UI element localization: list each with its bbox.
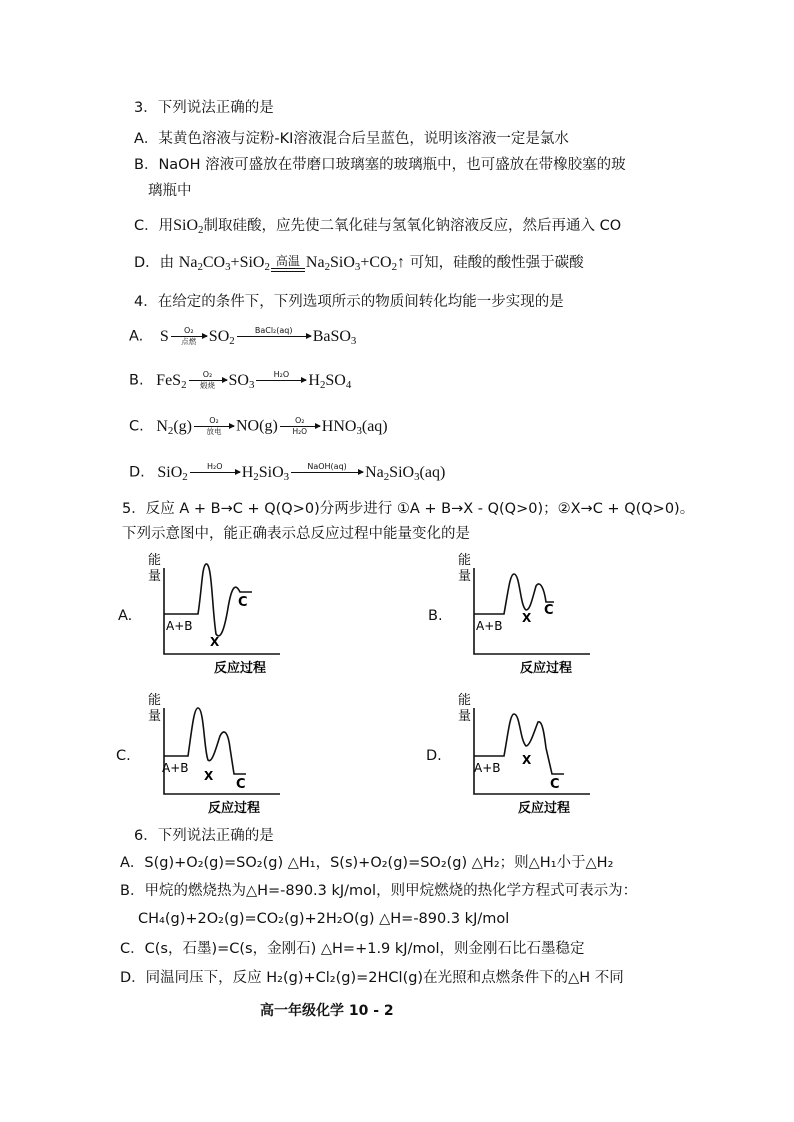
reaction-arrow: O₂ 煅烧: [189, 370, 227, 391]
y-label-top: 能: [148, 693, 162, 708]
q6-option-b-line1: B．甲烷的燃烧热为△H=-890.3 kJ/mol，则甲烷燃烧的热化学方程式可表示为：: [120, 883, 638, 899]
q4-option-c: C. $N_2(g)$ O₂ 放电 NO(g) $\frac{\text{O₂}}{\text{H₂O}}$ $HNO_3(aq)$: [129, 416, 388, 437]
q4-option-a: A. S O₂ 点燃 $SO_2$ BaCl₂(aq) BaSO$_3$: [129, 326, 357, 347]
y-label-bottom: 量: [458, 709, 472, 724]
x-label: 反应过程: [518, 801, 571, 816]
q4-option-b: B. FeS$_2$ O₂ 煅烧 $SO_3$ H₂O $H_2SO_4$: [129, 370, 352, 391]
reaction-arrow: H₂O: [256, 370, 306, 391]
high-temp-equals: 高温: [271, 255, 305, 272]
energy-diagram-a: [140, 548, 290, 678]
product-label: C: [238, 595, 248, 610]
reaction-arrow: H₂O: [190, 462, 240, 483]
q6-option-b-line2: CH₄(g)+2O₂(g)=CO₂(g)+2H₂O(g) △H=-890.3 kJ/mol: [138, 911, 510, 927]
q3-option-c: C．用SiO$_2$制取硅酸，应先使二氧化硅与氢氧化钠溶液反应，然后再通入 CO: [134, 217, 622, 237]
y-label-bottom: 量: [458, 569, 472, 584]
intermediate-label: X: [204, 769, 214, 783]
y-label-bottom: 量: [148, 709, 162, 724]
x-label: 反应过程: [214, 661, 267, 676]
y-label-top: 能: [458, 693, 472, 708]
y-label-top: 能: [148, 553, 162, 568]
q6-option-a: A．S(g)+O₂(g)=SO₂(g) △H₁，S(s)+O₂(g)=SO₂(g) △H₂；则△H₁小于△H₂: [120, 855, 614, 871]
product-label: C: [550, 777, 560, 792]
q6-stem: 6．下列说法正确的是: [134, 828, 274, 844]
q4-option-d: D. SiO$_2$ H₂O $H_2SiO_3$ NaOH(aq) $Na_2SiO_3(aq)$: [129, 462, 446, 483]
q5-option-b-label: B.: [428, 608, 443, 624]
product-label: C: [236, 777, 246, 792]
intermediate-label: X: [522, 611, 532, 625]
q3-option-d: D．由 $Na_2CO_3+SiO_2$ 高温 $Na_2SiO_3+CO_2↑$ 可知，硅酸的酸性强于碳酸: [134, 253, 584, 274]
q3-stem: 3．下列说法正确的是: [134, 100, 274, 116]
page-footer: 高一年级化学 10 - 2: [260, 1003, 394, 1019]
q3-option-b-line2: 璃瓶中: [148, 183, 192, 199]
q5-stem-line2: 下列示意图中，能正确表示总反应过程中能量变化的是: [122, 526, 470, 542]
energy-diagram-c: [140, 688, 290, 820]
x-label: 反应过程: [208, 801, 261, 816]
reaction-arrow: NaOH(aq): [291, 462, 363, 483]
reaction-arrow: O₂ 放电: [194, 416, 234, 437]
reactant-label: A+B: [162, 761, 189, 775]
reactant-label: A+B: [474, 761, 501, 775]
x-label: 反应过程: [520, 661, 573, 676]
intermediate-label: X: [522, 753, 532, 767]
q5-option-c-label: C.: [116, 748, 131, 764]
q5-stem-line1: 5．反应 A + B→C + Q(Q>0)分两步进行 ①A + B→X - Q(Q>0)；②X→C + Q(Q>0)。: [122, 501, 695, 517]
energy-diagram-d: [450, 688, 600, 820]
product-label: C: [544, 603, 554, 618]
reactant-label: A+B: [166, 619, 193, 633]
reaction-arrow: BaCl₂(aq): [237, 326, 311, 347]
reaction-arrow: O₂ 点燃: [171, 326, 207, 347]
y-label-bottom: 量: [148, 569, 162, 584]
q6-option-c: C．C(s，石墨)=C(s，金刚石) △H=+1.9 kJ/mol，则金刚石比石墨稳定: [120, 941, 585, 957]
reactant-label: A+B: [476, 619, 503, 633]
q6-option-d: D．同温同压下，反应 H₂(g)+Cl₂(g)=2HCl(g)在光照和点燃条件下的△H 不同: [120, 970, 624, 986]
q4-stem: 4．在给定的条件下，下列选项所示的物质间转化均能一步实现的是: [134, 294, 564, 310]
energy-diagram-b: [450, 548, 600, 678]
reaction-arrow: $\frac{\text{O₂}}{\text{H₂O}}$: [280, 416, 320, 437]
q3-option-a: A．某黄色溶液与淀粉-KI溶液混合后呈蓝色，说明该溶液一定是氯水: [134, 131, 569, 147]
q5-option-a-label: A.: [118, 608, 133, 624]
q5-option-d-label: D.: [426, 748, 442, 764]
q3-option-b-line1: B．NaOH 溶液可盛放在带磨口玻璃塞的玻璃瓶中，也可盛放在带橡胶塞的玻: [134, 157, 626, 173]
intermediate-label: X: [210, 635, 220, 649]
y-label-top: 能: [458, 553, 472, 568]
